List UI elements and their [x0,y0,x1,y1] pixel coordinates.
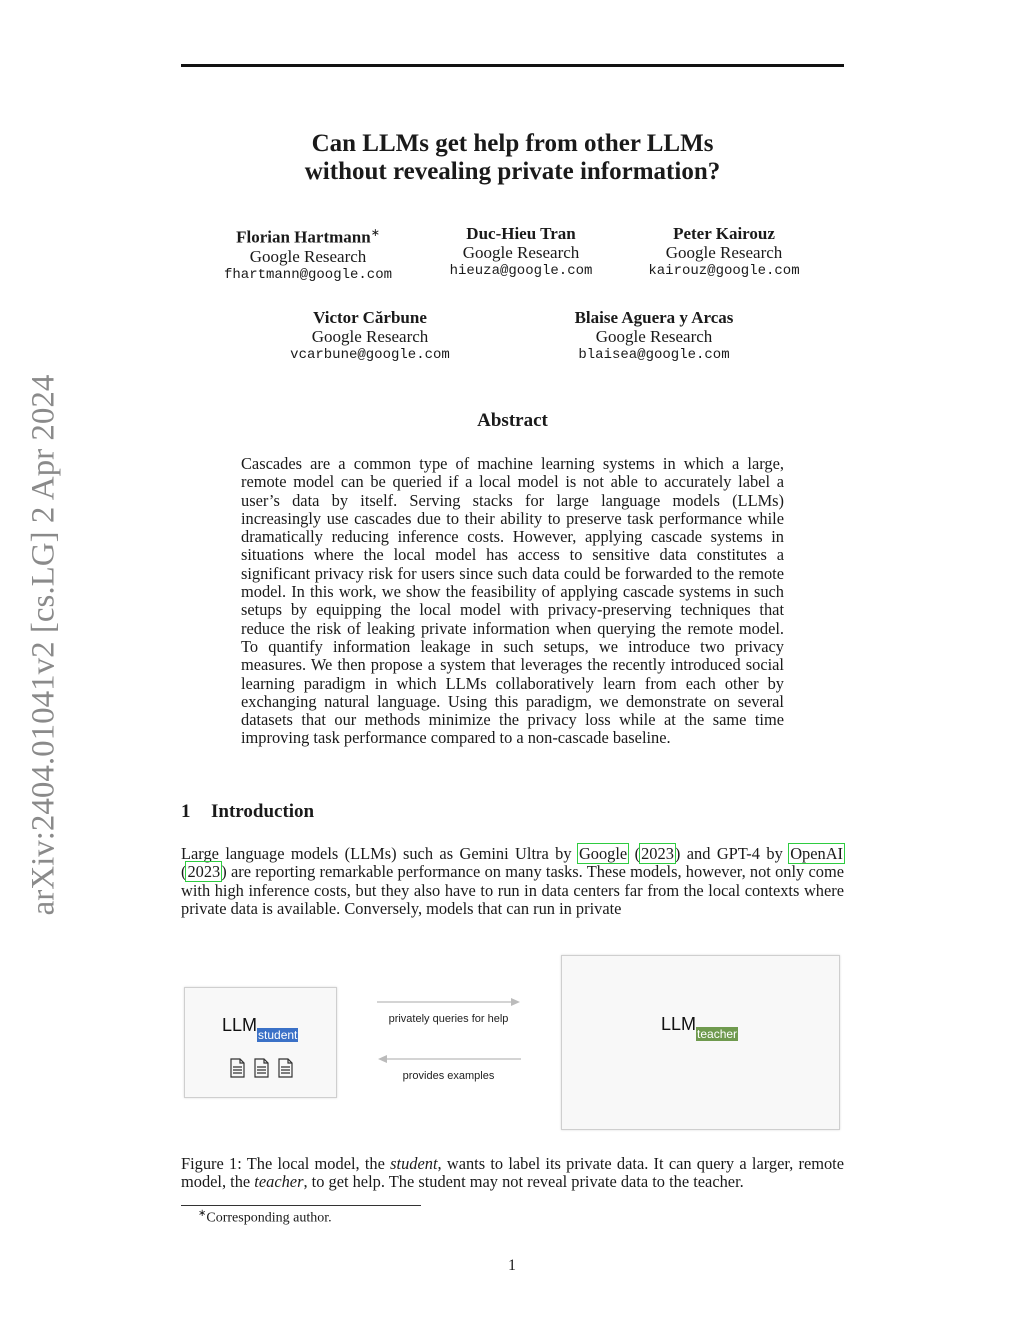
student-label [222,1015,298,1042]
top-rule [181,64,844,67]
author-name: Blaise Aguera y Arcas [574,308,734,327]
author-affiliation: Google Research [249,246,367,266]
teacher-subscript: teacher [697,1027,738,1041]
author-email: fhartmann@google.com [223,266,393,283]
student-subscript: student [258,1028,298,1042]
author-email: hieuza@google.com [449,263,593,279]
page-number: 1 [508,1257,516,1274]
footnote-rule [181,1205,421,1206]
author-block [544,308,764,365]
citation-link[interactable]: OpenAI [790,844,843,863]
author-name: Florian Hartmann∗ [236,227,380,247]
author-affiliation: Google Research [311,327,429,346]
section-heading [181,801,581,823]
teacher-label [661,1014,738,1041]
paren: ( [634,844,641,863]
teacher-llm-text: LLM [661,1014,697,1034]
documents-icons [229,1058,297,1078]
intro-text: Large language models (LLMs) such as Gemini Ultra by [181,844,578,863]
document-icon [279,1059,292,1077]
section-title: Introduction [211,801,315,822]
author-name: Peter Kairouz [673,224,775,243]
author-email: blaisea@google.com [578,347,730,363]
author-email: vcarbune@google.com [290,347,450,363]
author-block [270,308,470,365]
teacher-box [561,955,840,1130]
author-affiliation: Google Research [595,327,713,346]
author-name: Duc-Hieu Tran [466,224,576,243]
author-affiliation: Google Research [665,243,783,262]
student-llm-text: LLM [222,1015,258,1035]
caption-text: , wants to label its private data. It can query a larger, remote model, the [181,1154,845,1192]
intro-paragraph [181,845,844,918]
arrow-right-icon [377,998,520,1006]
paren: ) [674,844,681,863]
arrow-left-icon [378,1055,521,1063]
footnote-mark: ∗ [198,1208,207,1219]
title-line-1: Can LLMs get help from other LLMs [311,130,714,157]
paren: ) [221,862,227,882]
author-block [208,224,408,285]
student-box [184,987,337,1098]
abstract-body: Cascades are a common type of machine learning systems in which a large, remote model can be queried if a local model is not able to accurately label a user’s data by itself. Serving stacks for large language models (LLMs) increasingly use cascades due to their ability to preserve task performance while dramatically reducing inference costs. However, applying cascade systems in situations where the local model has access to sensitive data constitutes a significant privacy risk for users since such data could be forwarded to the remote model. In this work, we show the feasibility of applying cascade systems in such setups by equipping the local model with privacy-preserving techniques that reduce the risk of leaking private information when querying the remote model. To quantify information leakage in such setups, we introduce two privacy measures. We then propose a system that leverages the recently introduced social learning paradigm in which LLMs collaboratively learn from each other by exchanging natural language. Using this paradigm, we demonstrate on several datasets that our methods minimize the privacy loss while at the same time improving task performance compared to a non-cascade baseline. [241,454,784,748]
caption-emphasis: student [390,1154,438,1173]
footnote-text: Corresponding author. [206,1210,332,1226]
abstract-heading: Abstract [477,410,548,431]
citation-year-link[interactable]: 2023 [187,862,221,882]
paren: ( [181,862,187,882]
author-block [421,224,621,281]
document-icon [231,1059,244,1077]
citation-year-link[interactable]: 2023 [641,844,674,863]
author-name: Victor Cărbune [313,308,427,327]
intro-text: are reporting remarkable performance on many tasks. These models, however, not only come with high inference costs, but they also have to run in data centers far from the local contexts where private data is available. Conversely, models that can run in private [181,862,844,918]
citation-link[interactable]: Google [578,844,628,863]
paper-title [181,130,844,186]
section-number: 1 [181,801,191,822]
arrows [375,995,523,1065]
arrow-bottom-label: provides examples [402,1070,495,1082]
document-icon [255,1059,268,1077]
footnote [198,1208,332,1227]
arxiv-stamp: arXiv:2404.01041v2 [cs.LG] 2 Apr 2024 [25,374,62,916]
author-block [624,224,824,281]
intro-text: and GPT-4 by [680,844,790,863]
figure-caption [181,1155,844,1192]
caption-emphasis: teacher [254,1172,304,1192]
author-affiliation: Google Research [462,243,580,262]
caption-text: , to get help. The student may not reveal private data to the teacher. [303,1172,744,1192]
author-email: kairouz@google.com [648,263,800,279]
caption-text: Figure 1: The local model, the [181,1154,391,1173]
title-line-2: without revealing private information? [304,158,721,185]
arrow-top-label: privately queries for help [388,1013,509,1025]
